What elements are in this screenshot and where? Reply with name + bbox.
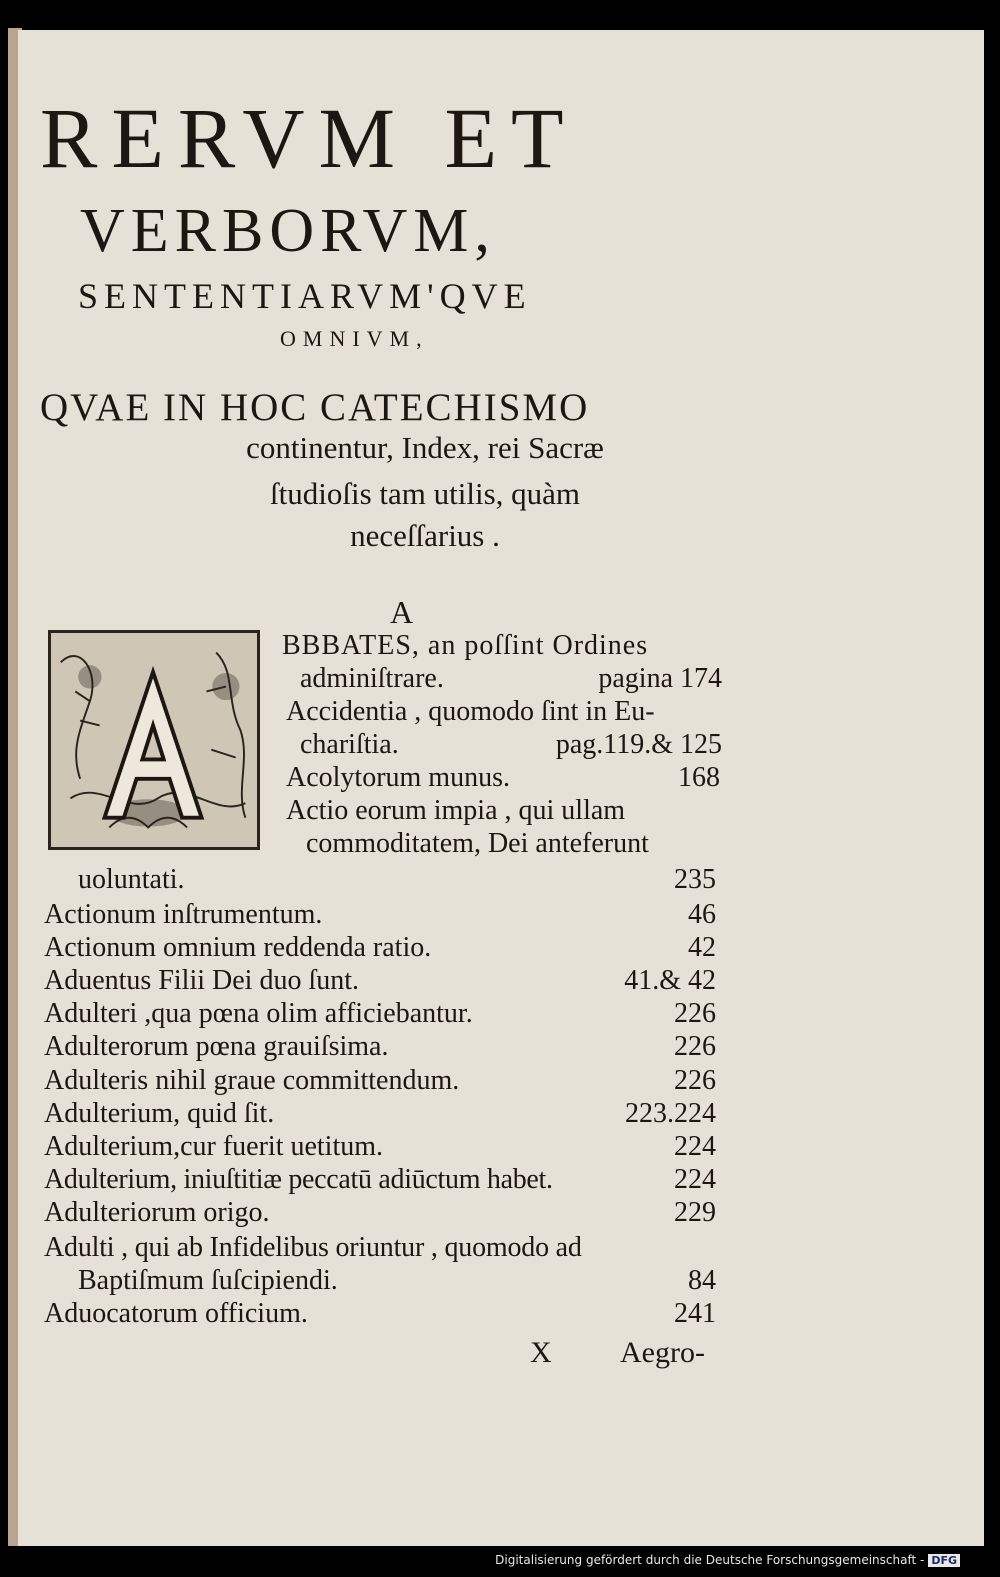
footer-text: Digitalisierung gefördert durch die Deutsche Forschungsgemeinschaft - xyxy=(495,1553,925,1567)
digitization-credit xyxy=(495,1553,960,1567)
list-item: commoditatem, Dei anteferunt xyxy=(306,828,649,859)
list-item: Actio eorum impia , qui ullam xyxy=(286,795,626,826)
page-number: 241 xyxy=(674,1298,716,1329)
title-line-5: QVAE IN HOC CATECHISMO xyxy=(40,386,590,429)
list-item: Acolytorum munus. xyxy=(286,762,510,793)
page-number: 226 xyxy=(674,998,716,1029)
page-number: 46 xyxy=(688,899,716,930)
list-item: Aduocatorum officium. xyxy=(44,1298,308,1329)
list-item: Adulteris nihil graue committendum. xyxy=(44,1065,460,1096)
list-item: BBBATES, an poſſint Ordines xyxy=(282,630,649,661)
page-number: 235 xyxy=(674,864,716,895)
page-number: pagina 174 xyxy=(598,663,722,694)
title-line-3: SENTENTIARVM'QVE xyxy=(78,276,532,316)
page-number: 168 xyxy=(678,762,720,793)
list-item: Adulterium, iniuſtitiæ peccatū adiūctum habet. xyxy=(44,1164,553,1195)
dfg-logo-icon: DFG xyxy=(928,1554,960,1567)
list-item: Adulterorum pœna grauiſsima. xyxy=(44,1031,389,1062)
title-line-6: continentur, Index, rei Sacræ xyxy=(246,430,604,465)
page-number: 226 xyxy=(674,1065,716,1096)
page-number: 224 xyxy=(674,1164,716,1195)
title-line-8: neceſſarius . xyxy=(350,518,500,553)
list-item: Actionum omnium reddenda ratio. xyxy=(44,932,432,963)
list-item: Baptiſmum ſuſcipiendi. xyxy=(78,1265,338,1296)
title-line-7: ſtudioſis tam utilis, quàm xyxy=(270,476,580,511)
list-item: Adulti , qui ab Infidelibus oriuntur , quomodo ad xyxy=(44,1232,582,1263)
title-line-4: OMNIVM, xyxy=(280,326,429,351)
list-item: Adulterium,cur fuerit uetitum. xyxy=(44,1131,384,1162)
page-number: 224 xyxy=(674,1131,716,1162)
title-line-1: RERVM ET xyxy=(40,90,578,186)
decorated-initial xyxy=(48,630,260,850)
list-item: Actionum inſtrumentum. xyxy=(44,899,323,930)
list-item: Adulteriorum origo. xyxy=(44,1197,270,1228)
page-number: 223.224 xyxy=(625,1098,716,1129)
section-letter: A xyxy=(390,594,414,630)
page-number: 226 xyxy=(674,1031,716,1062)
title-line-2: VERBORVM, xyxy=(80,197,496,265)
list-item: Adulterium, quid ſit. xyxy=(44,1098,275,1129)
list-item: Adulteri ,qua pœna olim afficiebantur. xyxy=(44,998,473,1029)
list-item: uoluntati. xyxy=(78,864,185,895)
page-number: 84 xyxy=(688,1265,716,1296)
list-item: adminiſtrare. xyxy=(300,663,444,694)
list-item: chariſtia. xyxy=(300,729,399,760)
list-item: Accidentia , quomodo ſint in Eu- xyxy=(286,696,655,727)
page-number: 42 xyxy=(688,932,716,963)
page-number: pag.119.& 125 xyxy=(555,729,722,760)
page-number: 229 xyxy=(674,1197,716,1228)
signature-mark: X xyxy=(530,1336,552,1369)
list-item: Aduentus Filii Dei duo ſunt. xyxy=(44,965,359,996)
catchword: Aegro- xyxy=(620,1336,705,1369)
woodcut-initial-icon xyxy=(51,633,257,847)
page-number: 41.& 42 xyxy=(624,965,716,996)
